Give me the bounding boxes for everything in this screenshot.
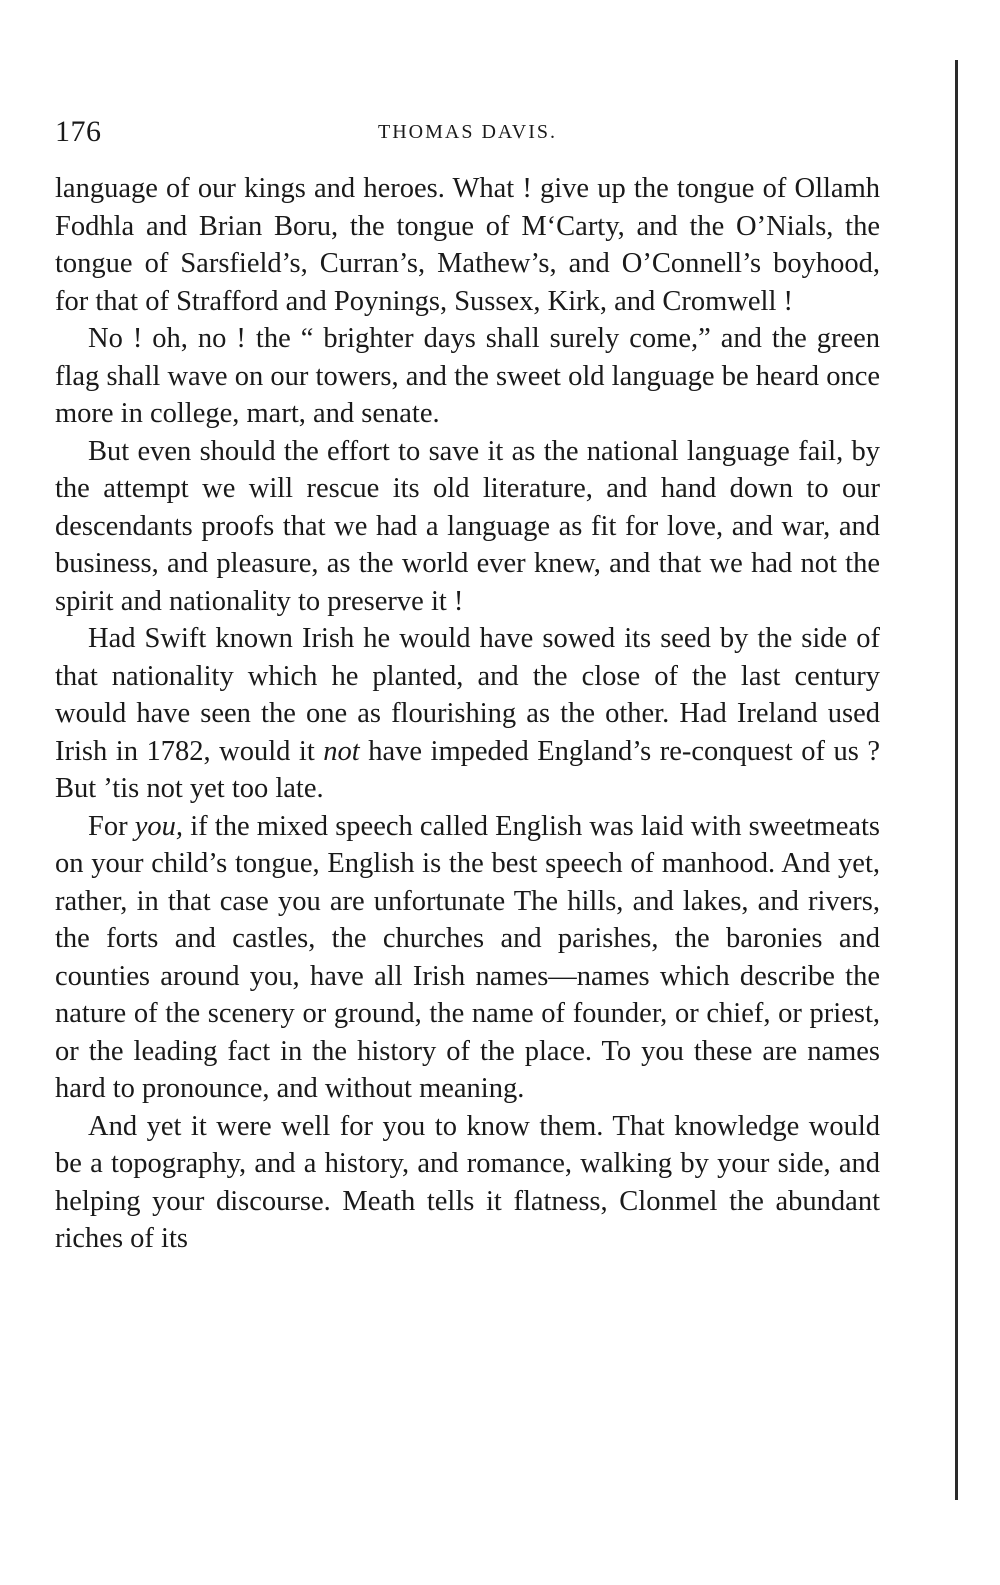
paragraph-6: And yet it were well for you to know them. That knowledge would be a topography, and a history, and romance, walking by your side, and helping your discourse. Meath tells it flatness, Clonmel the abundant riches of its bbox=[55, 1110, 880, 1254]
paragraph-2: No ! oh, no ! the “ brighter days shall surely come,” and the green flag shall wave on our towers, and the sweet old language be heard once more in college, mart, and senate. bbox=[55, 323, 880, 429]
paragraph-4-emphasis: not bbox=[323, 735, 360, 767]
paragraph-1: language of our kings and heroes. What ! give up the tongue of Ollamh Fodhla and Brian Boru, the tongue of M‘Carty, and the O’Nials, the tongue of Sarsfield’s, Curran’s, Mathew’s, and O’Connell’s boyhood, for that of Strafford and Poynings, Sussex, Kirk, and Cromwell ! bbox=[55, 173, 880, 317]
paragraph-4 bbox=[55, 620, 880, 808]
paragraph-5-part-1: For bbox=[88, 810, 135, 842]
paragraph-4-part-1: Had Swift known Irish he would have sowed its seed by the side of that nationality which he planted, and the close of the last century would have seen the one as flourishing as the other. Had Ireland used Irish in 1782, would it bbox=[55, 623, 880, 767]
paragraph-5-part-2: if the mixed speech called English was laid with sweetmeats on your child’s tongue, English is the best speech of manhood. And yet, rather, in that case you are unfortunate The hills, and lakes, and rivers, the forts and castles, the churches and parishes, the baronies and counties around you, have all Irish names—names which describe the nature of the scenery or ground, the name of founder, or chief, or priest, or the leading fact in the history of the place. To you these are names hard to pronounce, and without meaning. bbox=[55, 810, 880, 1104]
paragraph-3: But even should the effort to save it as the national language fail, by the attempt we will rescue its old literature, and hand down to our descendants proofs that we had a language as fit for love, and war, and business, and pleasure, as the world ever knew, and that we had not the spirit and nationality to preserve it ! bbox=[55, 435, 880, 617]
body-text bbox=[55, 170, 880, 1258]
page-header bbox=[55, 115, 880, 155]
page-edge-line bbox=[955, 60, 958, 1500]
paragraph-5-emphasis: you, bbox=[134, 810, 184, 842]
paragraph-5 bbox=[55, 808, 880, 1108]
page-number: 176 bbox=[55, 115, 102, 148]
paragraph-4-part-2: have impeded England’s re-conquest of us ? But ’tis not yet too late. bbox=[55, 735, 881, 804]
running-head: THOMAS DAVIS. bbox=[378, 121, 557, 143]
